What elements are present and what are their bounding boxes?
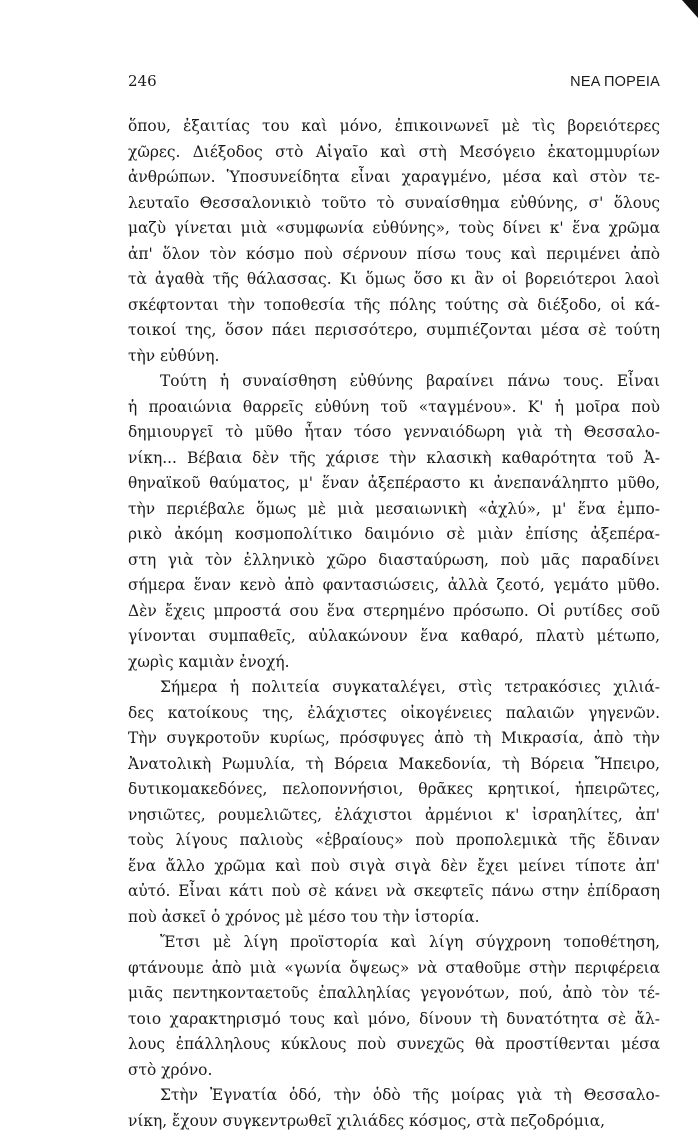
document-page [128, 72, 660, 1134]
page-header [128, 72, 660, 90]
text-line: σήμερα ἕναν κενὸ ἀπὸ φαντασιώσεις, ἀλλὰ ζεοτό, γεμάτο μῦθο. [128, 573, 660, 599]
text-line: ἀνθρώπων. Ὑποσυνείδητα εἶναι χαραγμένο, μέσα καὶ στὸν τε- [128, 165, 660, 191]
paragraph [128, 369, 660, 675]
text-line: ἀπ' ὅλον τὸν κόσμο ποὺ σέρνουν πίσω τους καὶ περιμένει ἀπὸ [128, 242, 660, 268]
paragraph [128, 675, 660, 930]
text-line: νίκη, ἔχουν συγκεντρωθεῖ χιλιάδες κόσμος, στὰ πεζοδρόμια, [128, 1109, 660, 1134]
text-line: μαζὺ γίνεται μιὰ «συμφωνία εὐθύνης», τοὺς δίνει κ' ἕνα χρῶμα [128, 216, 660, 242]
text-line: τὴν περιέβαλε ὅμως μὲ μιὰ μεσαιωνικὴ «ἀχλύ», μ' ἕνα ἐμπο- [128, 497, 660, 523]
text-line: μιᾶς πεντηκονταετοῦς ἐπαλληλίας γεγονότων, πού, ἀπὸ τὸν τέ- [128, 981, 660, 1007]
text-line: σκέφτονται τὴν τοποθεσία τῆς πόλης τούτης σὰ διέξοδο, οἱ κά- [128, 293, 660, 319]
text-line: αὐτό. Εἶναι κάτι ποὺ σὲ κάνει νὰ σκεφτεῖς πάνω στην ἐπίδραση [128, 879, 660, 905]
text-line: στη γιὰ τὸν ἑλληνικὸ χῶρο διασταύρωση, ποὺ μᾶς παραδίνει [128, 548, 660, 574]
text-line: νησιῶτες, ρουμελιῶτες, ἐλάχιστοι ἀρμένιοι κ' ἰσραηλίτες, ἀπ' [128, 803, 660, 829]
text-line: δυτικομακεδόνες, πελοποννήσιοι, θρᾶκες κρητικοί, ἠπειρῶτες, [128, 777, 660, 803]
text-line: τοὺς λίγους παλιοὺς «ἑβραίους» ποὺ προπολεμικὰ τῆς ἔδιναν [128, 828, 660, 854]
journal-title: ΝΕΑ ΠΟΡΕΙΑ [570, 74, 660, 90]
text-line: γίνονται συμπαθεῖς, αὐλακώνουν ἕνα καθαρό, πλατὺ μέτωπο, [128, 624, 660, 650]
paragraph [128, 114, 660, 369]
text-line: στὸ χρόνο. [128, 1058, 660, 1084]
text-line: τοιο χαρακτηρισμό τους καὶ μόνο, δίνουν τὴ δυνατότητα σὲ ἄλ- [128, 1007, 660, 1033]
text-line: ρικὸ ἀκόμη κοσμοπολίτικο δαιμόνιο σὲ μιὰν ἐπίσης ἀξεπέρα- [128, 522, 660, 548]
text-line: Στὴν Ἐγνατία ὁδό, τὴν ὁδὸ τῆς μοίρας γιὰ τὴ Θεσσαλο- [128, 1083, 660, 1109]
body-text [128, 114, 660, 1134]
text-line: δες κατοίκους της, ἐλάχιστες οἰκογένειες παλαιῶν γηγενῶν. [128, 701, 660, 727]
text-line: τὴν εὐθύνη. [128, 344, 660, 370]
text-line: χῶρες. Διέξοδος στὸ Αἰγαῖο καὶ στὴ Μεσόγειο ἑκατομμυρίων [128, 140, 660, 166]
text-line: Ἀνατολικὴ Ρωμυλία, τὴ Βόρεια Μακεδονία, τὴ Βόρεια Ἤπειρο, [128, 752, 660, 778]
text-line: Σήμερα ἡ πολιτεία συγκαταλέγει, στὶς τετρακόσιες χιλιά- [128, 675, 660, 701]
text-line: ὅπου, ἐξαιτίας του καὶ μόνο, ἐπικοινωνεῖ μὲ τὶς βορειότερες [128, 114, 660, 140]
text-line: Τούτη ἡ συναίσθηση εὐθύνης βαραίνει πάνω τους. Εἶναι [128, 369, 660, 395]
text-line: τὰ ἀγαθὰ τῆς θάλασσας. Κι ὅμως ὅσο κι ἂν οἱ βορειότεροι λαοὶ [128, 267, 660, 293]
text-line: θηναϊκοῦ θαύματος, μ' ἕναν ἀξεπέραστο κι ἀνεπανάληπτο μῦθο, [128, 471, 660, 497]
text-line: λευταῖο Θεσσαλονικιὸ τοῦτο τὸ συναίσθημα εὐθύνης, σ' ὅλους [128, 191, 660, 217]
page-number: 246 [128, 72, 157, 90]
text-line: χωρὶς καμιὰν ἐνοχή. [128, 650, 660, 676]
text-line: Τὴν συγκροτοῦν κυρίως, πρόσφυγες ἀπὸ τὴ Μικρασία, ἀπὸ τὴν [128, 726, 660, 752]
text-line: Δὲν ἔχεις μπροστά σου ἕνα στερημένο πρόσωπο. Οἱ ρυτίδες σοῦ [128, 599, 660, 625]
paragraph [128, 930, 660, 1083]
text-line: ποὺ ἀσκεῖ ὁ χρόνος μὲ μέσο του τὴν ἱστορία. [128, 905, 660, 931]
text-line: Ἔτσι μὲ λίγη προϊστορία καὶ λίγη σύγχρονη τοποθέτηση, [128, 930, 660, 956]
text-line: λους ἐπάλληλους κύκλους ποὺ συνεχῶς θὰ προστίθενται μέσα [128, 1032, 660, 1058]
text-line: ἡ προαιώνια θαρρεῖς εὐθύνη τοῦ «ταγμένου». Κ' ἡ μοῖρα ποὺ [128, 395, 660, 421]
page-corner-mark [682, 0, 698, 18]
text-line: ἕνα ἄλλο χρῶμα καὶ ποὺ σιγὰ σιγὰ δὲν ἔχει μείνει τίποτε ἀπ' [128, 854, 660, 880]
text-line: φτάνουμε ἀπὸ μιὰ «γωνία ὄψεως» νὰ σταθοῦμε στὴν περιφέρεια [128, 956, 660, 982]
text-line: τοικοί της, ὅσον πάει περισσότερο, συμπιέζονται μέσα σὲ τούτη [128, 318, 660, 344]
text-line: νίκη... Βέβαια δὲν τῆς χάρισε τὴν κλασικὴ καθαρότητα τοῦ Ἀ- [128, 446, 660, 472]
text-line: δημιουργεῖ τὸ μῦθο ἦταν τόσο γενναιόδωρη γιὰ τὴ Θεσσαλο- [128, 420, 660, 446]
paragraph [128, 1083, 660, 1134]
